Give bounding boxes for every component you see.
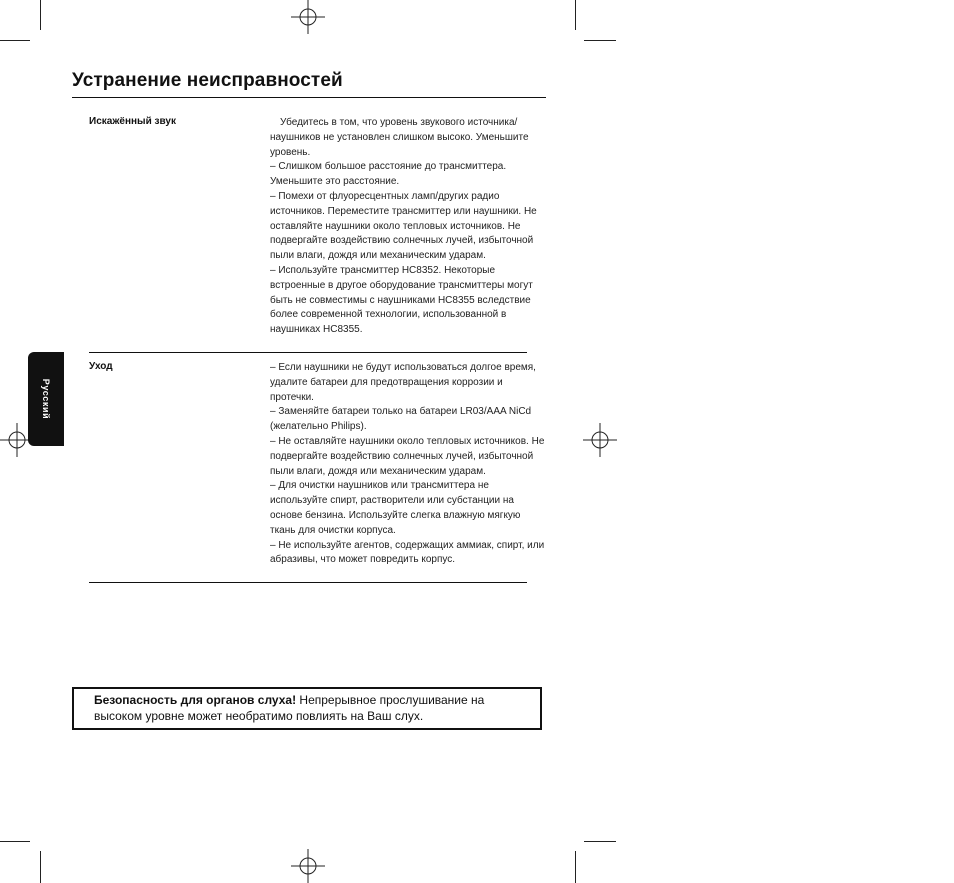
registration-mark-icon: [291, 0, 325, 34]
paragraph: – Заменяйте батареи только на батареи LR03/AAA NiCd (желательно Philips).: [270, 406, 532, 433]
crop-mark: [575, 851, 576, 883]
section-label: Искажённый звук: [89, 116, 176, 127]
section-divider: [89, 352, 527, 353]
paragraph: – Для очистки наушников или трансмиттера не используйте спирт, растворители или субстанции на основе бензина. Используйте слегка влажную мягкую ткань для очистки корпуса.: [270, 480, 521, 536]
section-label: Уход: [89, 361, 113, 372]
crop-mark: [40, 851, 41, 883]
paragraph: Убедитесь в том, что уровень звукового источника/ наушников не установлен слишком высоко. Уменьшите уровень.: [270, 117, 529, 158]
language-tab-label: Русский: [41, 378, 51, 420]
hearing-safety-body: Непрерывное прослушивание на высоком уровне может необратимо повлиять на Ваш слух.: [94, 693, 485, 723]
crop-mark: [0, 841, 30, 842]
paragraph: – Слишком большое расстояние до трансмиттера. Уменьшите это расстояние.: [270, 161, 507, 188]
registration-mark-icon: [583, 423, 617, 457]
crop-mark: [584, 40, 616, 41]
page-title: Устранение неисправностей: [72, 70, 343, 91]
title-divider: [72, 97, 546, 98]
crop-mark: [0, 40, 30, 41]
paragraph: – Не оставляйте наушники около тепловых источников. Не подвергайте воздействию солнечных лучей, избыточной пыли влаги, дождя или механическим ударам.: [270, 435, 545, 477]
paragraph: – Если наушники не будут использоваться долгое время, удалите батареи для предотвращения коррозии и протечки.: [270, 362, 536, 403]
language-tab: [28, 352, 64, 446]
section-body: [270, 361, 546, 568]
crop-mark: [40, 0, 41, 30]
paragraph: – Используйте трансмиттер HC8352. Некоторые встроенные в другое оборудование трансмиттеры могут быть не совместимы с наушниками HC8355 вследствие более современной технологии, использованной в наушниках HC8355.: [270, 264, 533, 336]
hearing-safety-box: [72, 687, 542, 730]
registration-mark-icon: [291, 849, 325, 883]
crop-mark: [575, 0, 576, 30]
crop-mark: [584, 841, 616, 842]
section-divider: [89, 582, 527, 583]
hearing-safety-heading: Безопасность для органов слуха!: [94, 693, 297, 707]
section-body: [270, 116, 546, 338]
hearing-safety-text: [94, 693, 534, 724]
paragraph: – Помехи от флуоресцентных ламп/других радио источников. Переместите трансмиттер или наушники. Не оставляйте наушники около тепловых источников. Не подвергайте воздействию солнечных лучей, избыточной пыли влаги, дождя или механическим ударам.: [270, 190, 537, 262]
paragraph: – Не используйте агентов, содержащих аммиак, спирт, или абразивы, что может повредить корпус.: [270, 539, 545, 566]
